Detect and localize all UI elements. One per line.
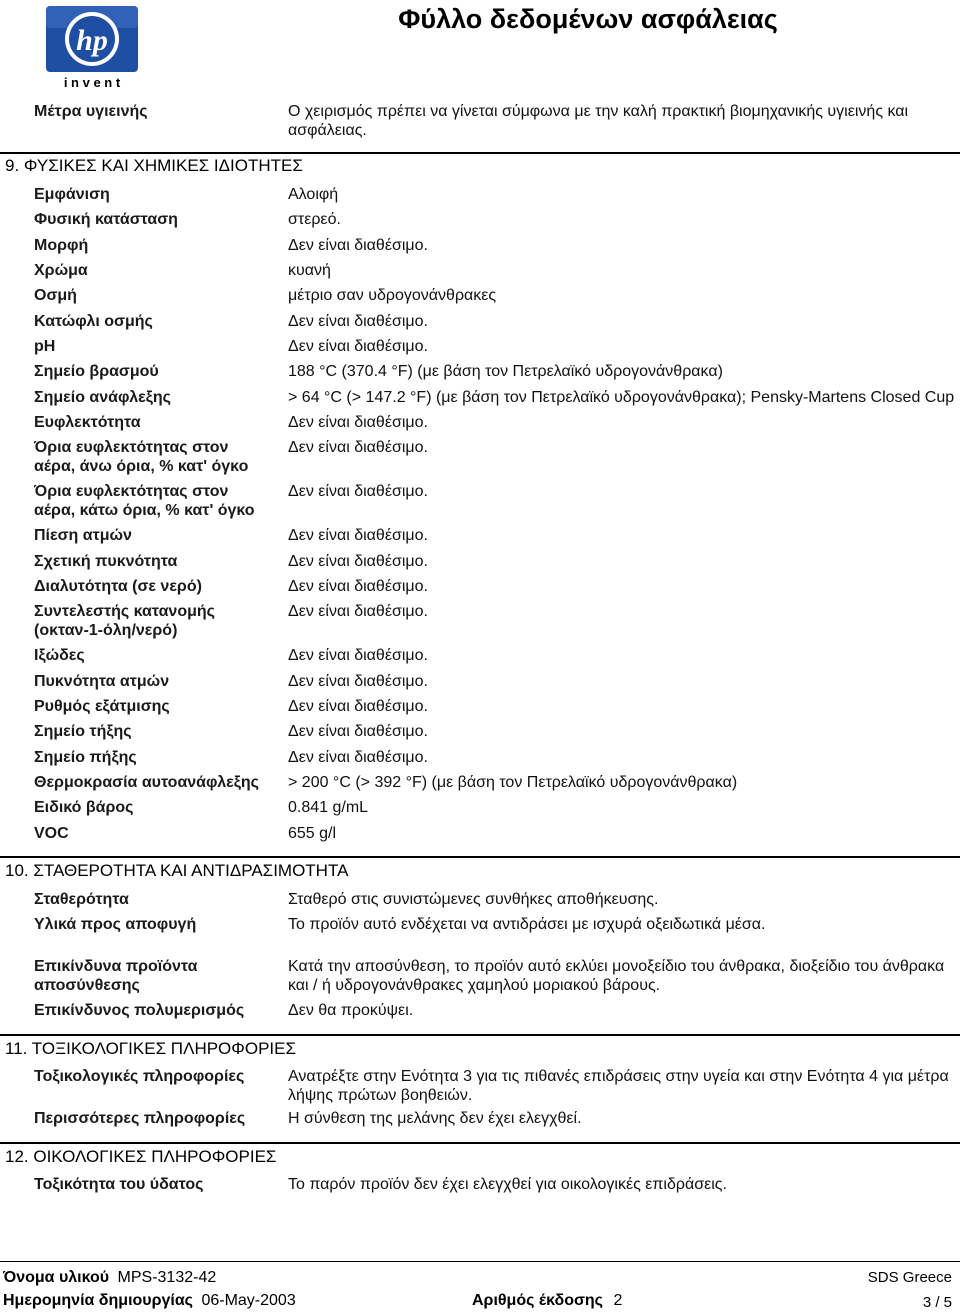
property-value: Δεν είναι διαθέσιμο. [288,483,428,500]
property-value: 0.841 g/mL [288,799,369,816]
material-name [3,1269,216,1287]
property-label: Ιξώδες [34,647,85,664]
property-label: Θερμοκρασία αυτοανάφλεξης [34,774,259,791]
svg-text:hp: hp [76,24,108,57]
property-label: Ρυθμός εξάτμισης [34,698,170,715]
property-label: Σημείο ανάφλεξης [34,389,171,406]
property-value: 655 g/l [288,825,337,842]
property-value: > 200 °C (> 392 °F) (με βάση τον Πετρελαϊκό υδρογονάνθρακα) [288,774,738,791]
property-value: μέτριο σαν υδρογονάνθρακες [288,287,497,304]
property-label: VOC [34,825,69,842]
property-value: Δεν θα προκύψει. [288,1002,414,1019]
creation-date [3,1292,296,1310]
version-value: 2 [613,1292,623,1309]
property-value: Δεν είναι διαθέσιμο. [288,237,428,254]
property-value: Δεν είναι διαθέσιμο. [288,414,428,431]
property-label: Κατώφλι οσμής [34,313,153,330]
hp-logo [44,6,140,92]
property-value: Δεν είναι διαθέσιμο. [288,338,428,355]
property-label: Ειδικό βάρος [34,799,134,816]
hygiene-label: Μέτρα υγιεινής [34,103,148,120]
version-label: Αριθμός έκδοσης [472,1292,603,1309]
property-label: Περισσότερες πληροφορίες [34,1110,246,1127]
property-label: Επικίνδυνος πολυμερισμός [34,1002,245,1019]
property-label: Πυκνότητα ατμών [34,673,170,690]
property-label: Μορφή [34,237,89,254]
property-value: Κατά την αποσύνθεση, το προϊόν αυτό εκλύει μονοξείδιο του άνθρακα, διοξείδιο του άνθρακα και / ή υδρογονάνθρακες χαμηλού μοριακού βάρους. [288,958,945,994]
property-value: Αλοιφή [288,186,339,203]
property-label: Επικίνδυνα προϊόντα αποσύνθεσης [34,958,198,994]
property-value: Δεν είναι διαθέσιμο. [288,603,428,620]
property-value: Δεν είναι διαθέσιμο. [288,439,428,456]
property-value: Σταθερό στις συνιστώμενες συνθήκες αποθήκευσης. [288,891,659,908]
creation-date-label: Ημερομηνία δημιουργίας [3,1292,193,1309]
hygiene-value: Ο χειρισμός πρέπει να γίνεται σύμφωνα με την καλή πρακτική βιομηχανικής υγιεινής και ασφάλειας. [288,103,909,139]
property-value: Το παρόν προϊόν δεν έχει ελεγχθεί για οικολογικές επιδράσεις. [288,1176,727,1193]
property-label: Πίεση ατμών [34,527,132,544]
property-value: 188 °C (370.4 °F) (με βάση τον Πετρελαϊκό υδρογονάνθρακα) [288,363,723,380]
property-value: Δεν είναι διαθέσιμο. [288,723,428,740]
section-11-title: 11. ΤΟΞΙΚΟΛΟΓΙΚΕΣ ΠΛΗΡΟΦΟΡΙΕΣ [5,1039,296,1058]
property-value: Δεν είναι διαθέσιμο. [288,553,428,570]
section-9-title: 9. ΦΥΣΙΚΕΣ ΚΑΙ ΧΗΜΙΚΕΣ ΙΔΙΟΤΗΤΕΣ [5,156,303,175]
property-label: Σταθερότητα [34,891,129,908]
property-value: Δεν είναι διαθέσιμο. [288,673,428,690]
section-12-title: 12. ΟΙΚΟΛΟΓΙΚΕΣ ΠΛΗΡΟΦΟΡΙΕΣ [5,1147,277,1166]
property-value: Δεν είναι διαθέσιμο. [288,698,428,715]
document-title: Φύλλο δεδομένων ασφάλειας [398,4,778,34]
property-label: Οσμή [34,287,77,304]
property-value: Το προϊόν αυτό ενδέχεται να αντιδράσει με ισχυρά οξειδωτικά μέσα. [288,916,766,933]
material-name-value: MPS-3132-42 [117,1269,217,1286]
property-value: Δεν είναι διαθέσιμο. [288,749,428,766]
property-label: Φυσική κατάσταση [34,211,178,228]
property-label: Τοξικολογικές πληροφορίες [34,1068,245,1085]
property-value: στερεό. [288,211,341,228]
svg-text:i n v e n t: i n v e n t [63,75,121,90]
section-10-title: 10. ΣΤΑΘΕΡΟΤΗΤΑ ΚΑΙ ΑΝΤΙΔΡΑΣΙΜΟΤΗΤΑ [5,861,349,880]
property-label: Σχετική πυκνότητα [34,553,178,570]
property-label: Υλικά προς αποφυγή [34,916,197,933]
property-value: Δεν είναι διαθέσιμο. [288,527,428,544]
property-label: Τοξικότητα του ύδατος [34,1176,204,1193]
sds-region: SDS Greece [867,1269,952,1286]
property-value: Δεν είναι διαθέσιμο. [288,578,428,595]
property-label: Σημείο βρασμού [34,363,159,380]
property-value: Δεν είναι διαθέσιμο. [288,313,428,330]
property-value: > 64 °C (> 147.2 °F) (με βάση τον Πετρελαϊκό υδρογονάνθρακα); Pensky-Martens Closed Cup [288,389,955,406]
property-label: pH [34,338,56,355]
property-value: Ανατρέξτε στην Ενότητα 3 για τις πιθανές επιδράσεις στην υγεία και στην Ενότητα 4 για μέτρα λήψης πρώτων βοηθειών. [288,1068,949,1104]
property-label: Εμφάνιση [34,186,110,203]
footer-divider [0,1261,960,1262]
property-label: Συντελεστής κατανομής (οκταν-1-όλη/νερό) [34,603,215,639]
property-label: Χρώμα [34,262,88,279]
creation-date-value: 06-May-2003 [201,1292,296,1309]
property-value: κυανή [288,262,331,279]
property-label: Σημείο πήξης [34,749,137,766]
property-value: Η σύνθεση της μελάνης δεν έχει ελεγχθεί. [288,1110,582,1127]
property-value: Δεν είναι διαθέσιμο. [288,647,428,664]
property-label: Διαλυτότητα (σε νερό) [34,578,202,595]
material-name-label: Όνομα υλικού [3,1269,110,1286]
property-label: Σημείο τήξης [34,723,132,740]
page-number: 3 / 5 [922,1294,952,1311]
version-number [472,1292,622,1310]
property-label: Όρια ευφλεκτότητας στον αέρα, κάτω όρια, % κατ' όγκο [34,483,255,519]
property-label: Όρια ευφλεκτότητας στον αέρα, άνω όρια, % κατ' όγκο [34,439,249,475]
property-label: Ευφλεκτότητα [34,414,141,431]
